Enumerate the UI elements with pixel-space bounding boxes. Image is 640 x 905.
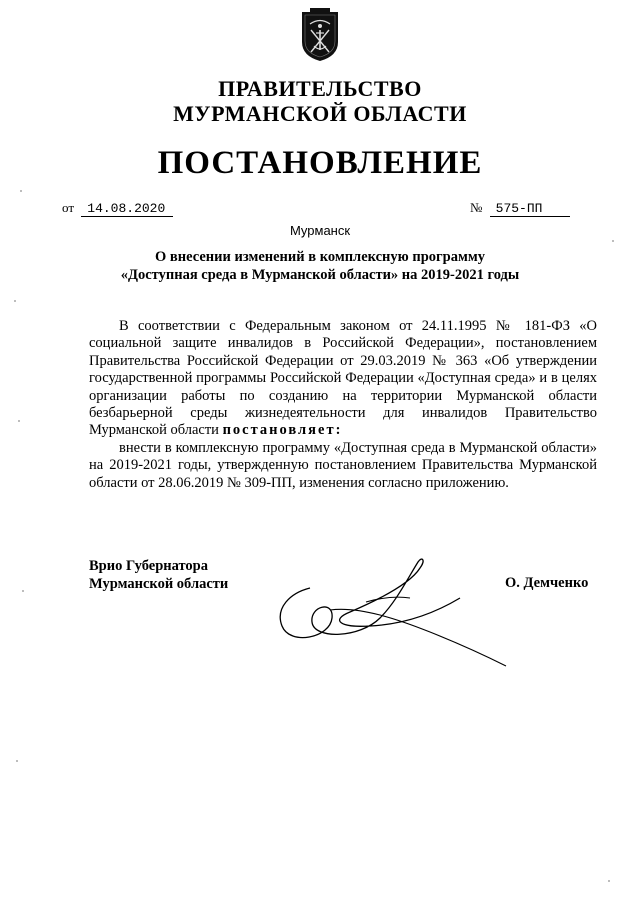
- signatory-title: [89, 557, 228, 593]
- decree-word: постановляет:: [222, 422, 343, 439]
- scan-speck: [612, 240, 614, 242]
- number-prefix: №: [470, 200, 483, 215]
- date-prefix: от: [62, 200, 75, 215]
- document-city: Мурманск: [289, 223, 351, 238]
- signatory-title-line1: Врио Губернатора: [89, 558, 208, 574]
- subject-line1: О внесении изменений в комплексную программу: [155, 249, 485, 265]
- body-paragraph: внести в комплексную программу «Доступная среда в Мурманской области» на 2019-2021 годы, утвержденную постановлением Правительства Мурманской области от 28.06.2019 № 309-ПП, изменения согласно приложению.: [89, 439, 597, 491]
- body-paragraph: [89, 318, 597, 440]
- document-date-row: [62, 200, 173, 217]
- scan-speck: [608, 880, 610, 882]
- subject-line2: «Доступная среда в Мурманской области» на 2019-2021 годы: [120, 267, 520, 283]
- document-type-title: ПОСТАНОВЛЕНИЕ: [157, 145, 483, 181]
- document-number-row: [470, 200, 570, 217]
- document-body: [89, 318, 597, 492]
- government-name-line1: ПРАВИТЕЛЬСТВО: [218, 76, 422, 101]
- murmansk-coat-of-arms-icon: [300, 8, 340, 62]
- document-date: 14.08.2020: [81, 201, 173, 217]
- scan-speck: [14, 300, 16, 302]
- signatory-title-line2: Мурманской области: [89, 576, 229, 592]
- document-number: 575-ПП: [490, 201, 571, 217]
- body-paragraph-text: В соответствии с Федеральным законом от 24.11.1995 № 181-ФЗ «О социальной защите инвалидов в Российской Федерации», постановлением Правительства Российской Федерации от 29.03.2019 № 363 «Об утверждении государственной программы Российской Федерации «Доступная среда» и в целях организации работы по созданию на территории Мурманской области безбарьерной среды жизнедеятельности для инвалидов Правительство Мурманской области: [89, 318, 597, 439]
- scan-speck: [16, 760, 18, 762]
- government-name-line2: МУРМАНСКОЙ ОБЛАСТИ: [173, 101, 467, 126]
- scan-speck: [18, 420, 20, 422]
- handwritten-signature: [270, 548, 510, 668]
- signatory-name: О. Демченко: [505, 575, 589, 591]
- scan-speck: [20, 190, 22, 192]
- scan-speck: [22, 590, 24, 592]
